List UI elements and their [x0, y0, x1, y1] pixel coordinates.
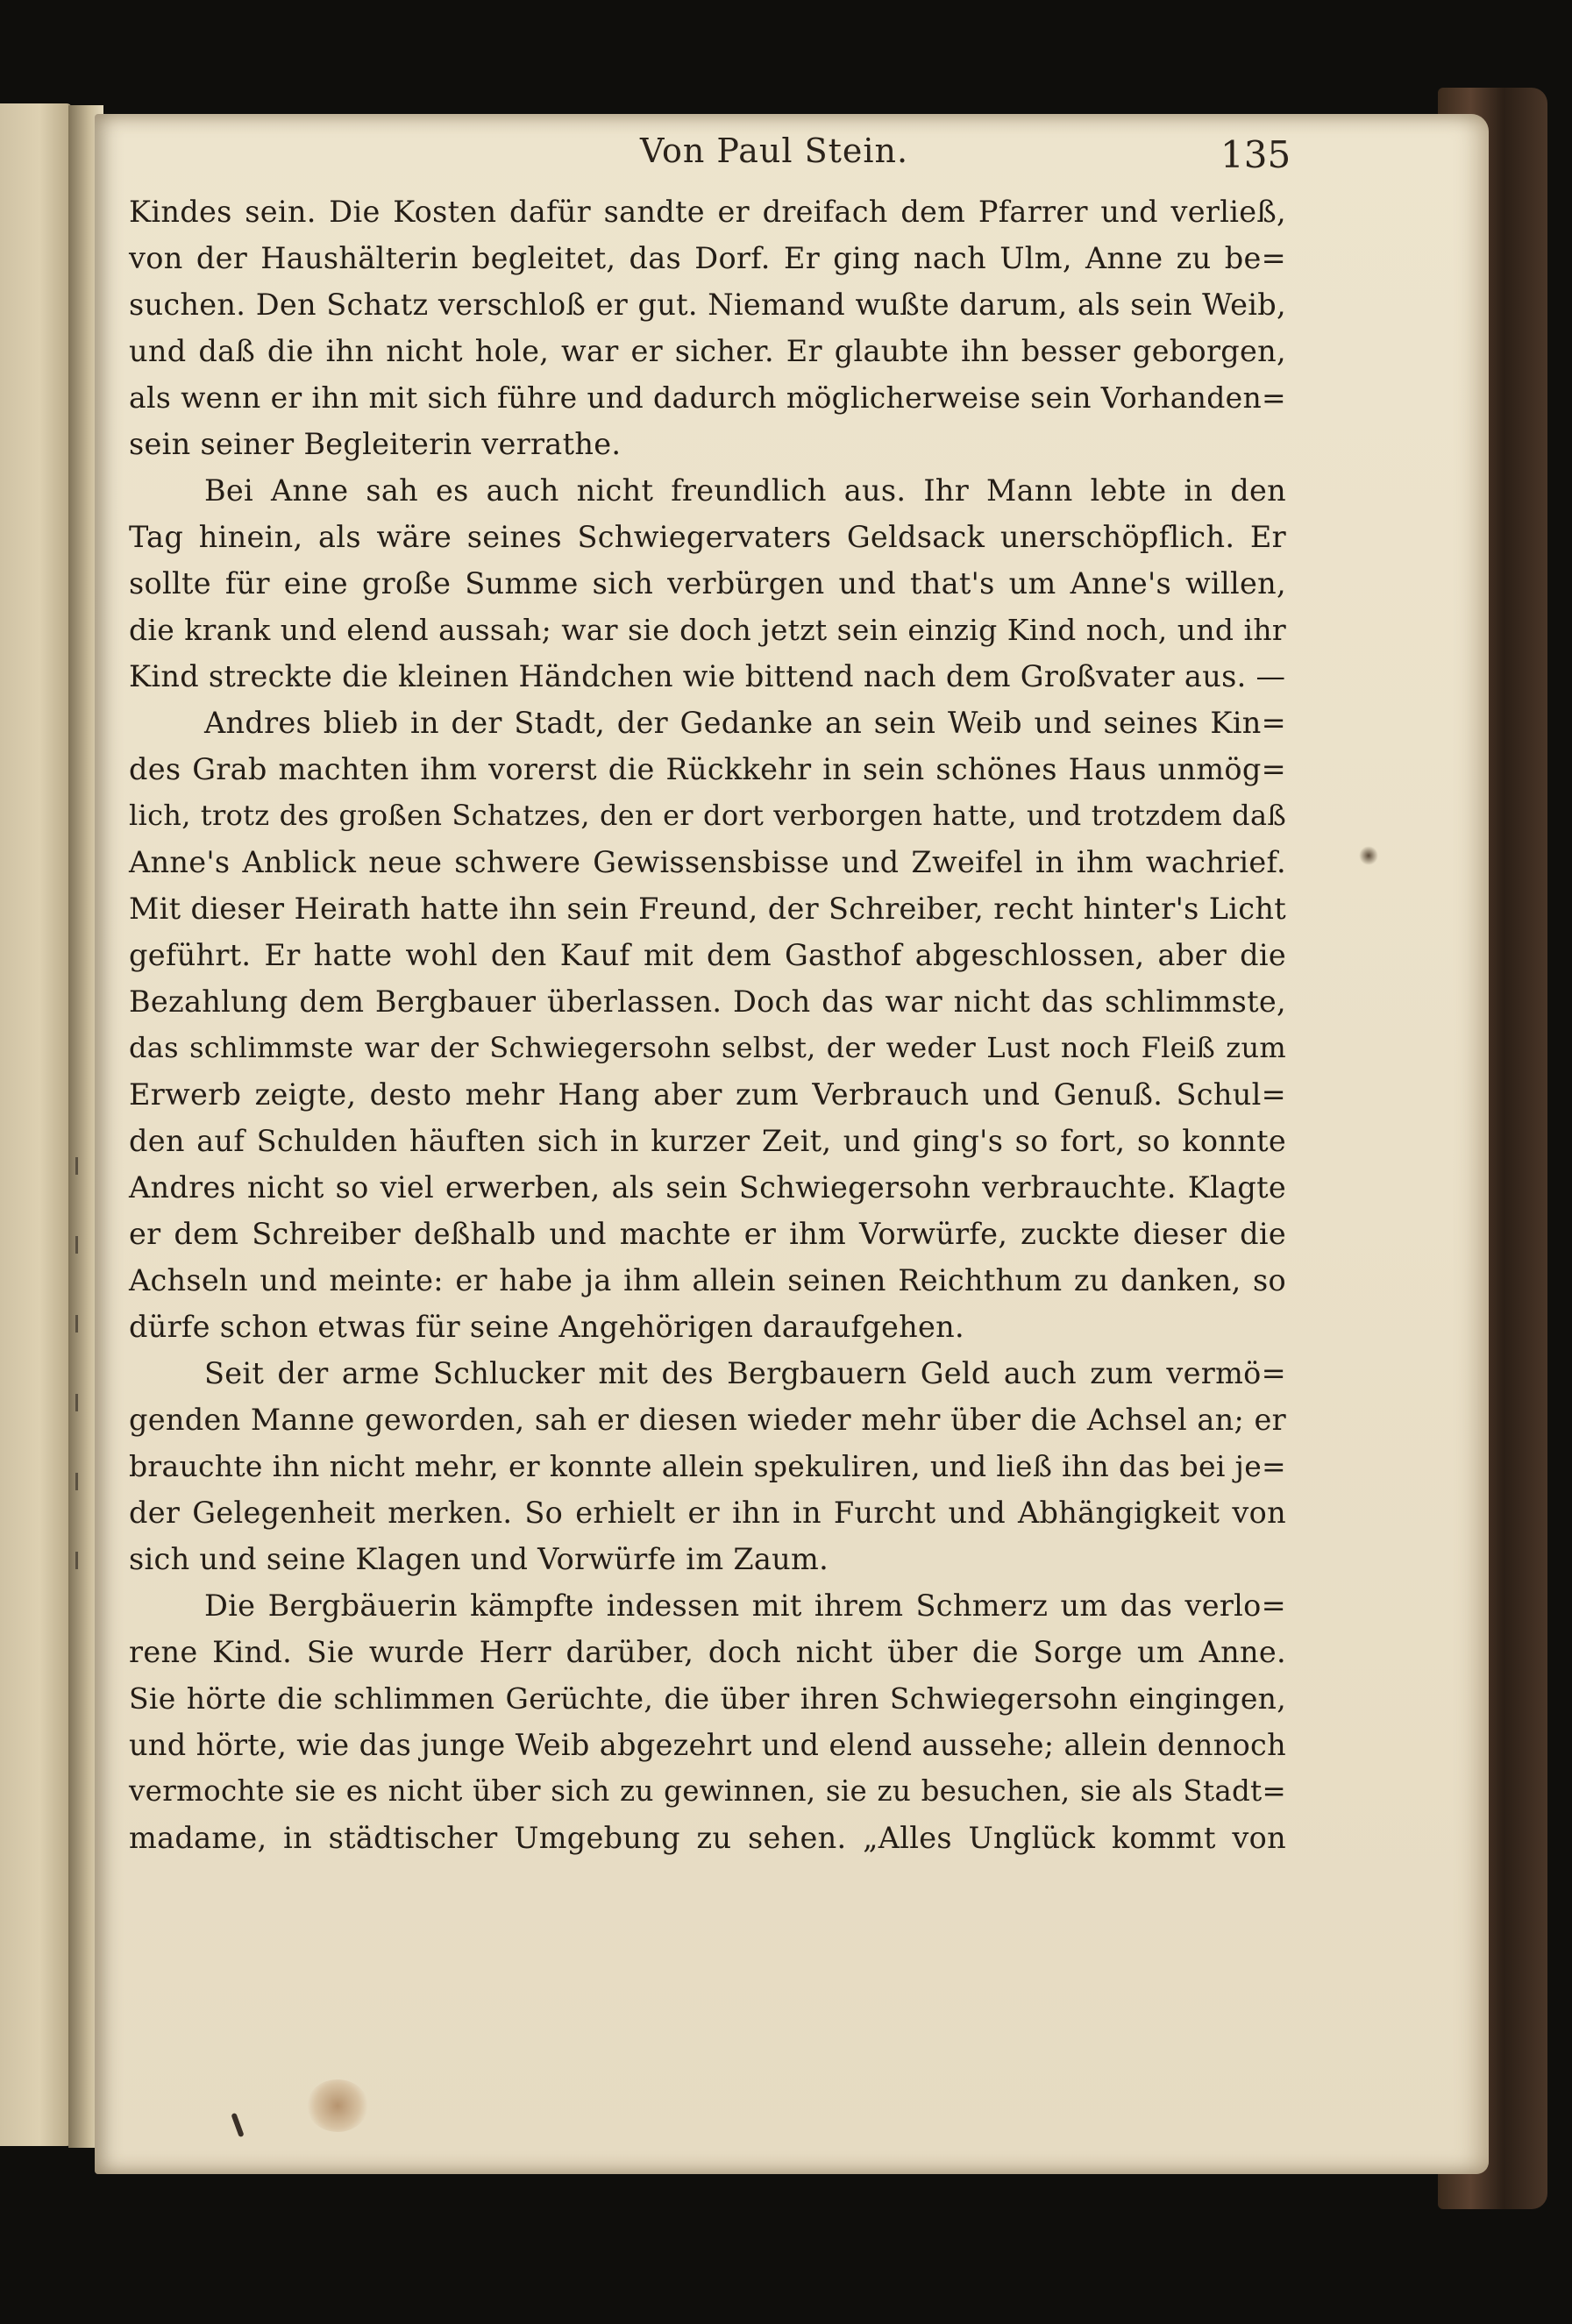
text-line: Bei Anne sah es auch nicht freundlich aus. Ihr Mann lebte in den [204, 473, 1286, 508]
text-line: sich und seine Klagen und Vorwürfe im Zaum. [129, 1542, 829, 1576]
page-header [96, 121, 1376, 174]
text-line: Andres blieb in der Stadt, der Gedanke an sein Weib und seines Kin= [204, 706, 1286, 740]
gutter-stitching [75, 1157, 78, 1613]
text-line: den auf Schulden häuften sich in kurzer Zeit, und ging's so fort, so konnte [129, 1124, 1286, 1158]
page-number: 135 [1220, 133, 1291, 176]
text-line: Seit der arme Schlucker mit des Bergbauern Geld auch zum vermö= [204, 1356, 1286, 1390]
text-line: die krank und elend aussah; war sie doch jetzt sein einzig Kind noch, und ihr [129, 613, 1286, 647]
text-line: das schlimmste war der Schwiegersohn selbst, der weder Lust noch Fleiß zum [129, 1031, 1286, 1064]
text-line: sollte für eine große Summe sich verbürgen und that's um Anne's willen, [129, 566, 1286, 601]
text-line: sein seiner Begleiterin verrathe. [129, 427, 622, 461]
text-line: genden Manne geworden, sah er diesen wieder mehr über die Achsel an; er [129, 1403, 1286, 1437]
text-line: als wenn er ihn mit sich führe und dadurch möglicherweise sein Vorhanden= [129, 380, 1286, 415]
text-line: Die Bergbäuerin kämpfte indessen mit ihrem Schmerz um das verlo= [204, 1588, 1286, 1623]
previous-page-edge [0, 103, 72, 2146]
text-line: geführt. Er hatte wohl den Kauf mit dem Gasthof abgeschlossen, aber die [129, 938, 1286, 972]
text-line: madame, in städtischer Umgebung zu sehen. „Alles Unglück kommt von [129, 1821, 1286, 1855]
text-line: Kindes sein. Die Kosten dafür sandte er dreifach dem Pfarrer und verließ, [129, 195, 1286, 229]
text-line: der Gelegenheit merken. So erhielt er ihn in Furcht und Abhängigkeit von [129, 1496, 1286, 1530]
text-line: Anne's Anblick neue schwere Gewissensbisse und Zweifel in ihm wachrief. [129, 845, 1286, 879]
text-line: von der Haushälterin begleitet, das Dorf. Er ging nach Ulm, Anne zu be= [129, 241, 1286, 275]
text-line: vermochte sie es nicht über sich zu gewinnen, sie zu besuchen, sie als Stadt= [129, 1774, 1286, 1808]
text-line: dürfe schon etwas für seine Angehörigen daraufgehen. [129, 1310, 964, 1344]
text-line: Erwerb zeigte, desto mehr Hang aber zum Verbrauch und Genuß. Schul= [129, 1077, 1286, 1112]
body-text [129, 188, 1286, 1861]
ink-speck [1359, 846, 1378, 865]
text-line: und hörte, wie das junge Weib abgezehrt und elend aussehe; allein dennoch [129, 1728, 1286, 1762]
text-line: und daß die ihn nicht hole, war er sicher. Er glaubte ihn besser geborgen, [129, 334, 1286, 368]
paper-stain [307, 2079, 368, 2132]
text-line: lich, trotz des großen Schatzes, den er dort verborgen hatte, und trotzdem daß [129, 799, 1286, 832]
text-line: Mit dieser Heirath hatte ihn sein Freund, der Schreiber, recht hinter's Licht [129, 892, 1286, 926]
text-line: er dem Schreiber deßhalb und machte er ihm Vorwürfe, zuckte dieser die [129, 1217, 1286, 1251]
text-line: brauchte ihn nicht mehr, er konnte allein spekuliren, und ließ ihn das bei je= [129, 1449, 1286, 1483]
text-line: Kind streckte die kleinen Händchen wie bittend nach dem Großvater aus. — [129, 659, 1286, 693]
text-line: Achseln und meinte: er habe ja ihm allein seinen Reichthum zu danken, so [129, 1263, 1286, 1297]
text-line: Andres nicht so viel erwerben, als sein Schwiegersohn verbrauchte. Klagte [129, 1170, 1286, 1205]
text-line: suchen. Den Schatz verschloß er gut. Niemand wußte darum, als sein Weib, [129, 288, 1286, 322]
text-line: Tag hinein, als wäre seines Schwiegervaters Geldsack unerschöpflich. Er [129, 520, 1286, 554]
text-line: Bezahlung dem Bergbauer überlassen. Doch das war nicht das schlimmste, [129, 984, 1286, 1019]
running-head: Von Paul Stein. [640, 131, 909, 170]
text-line: Sie hörte die schlimmen Gerüchte, die über ihren Schwiegersohn eingingen, [129, 1681, 1286, 1716]
text-line: rene Kind. Sie wurde Herr darüber, doch nicht über die Sorge um Anne. [129, 1635, 1286, 1669]
text-line: des Grab machten ihm vorerst die Rückkehr in sein schönes Haus unmög= [129, 752, 1286, 786]
